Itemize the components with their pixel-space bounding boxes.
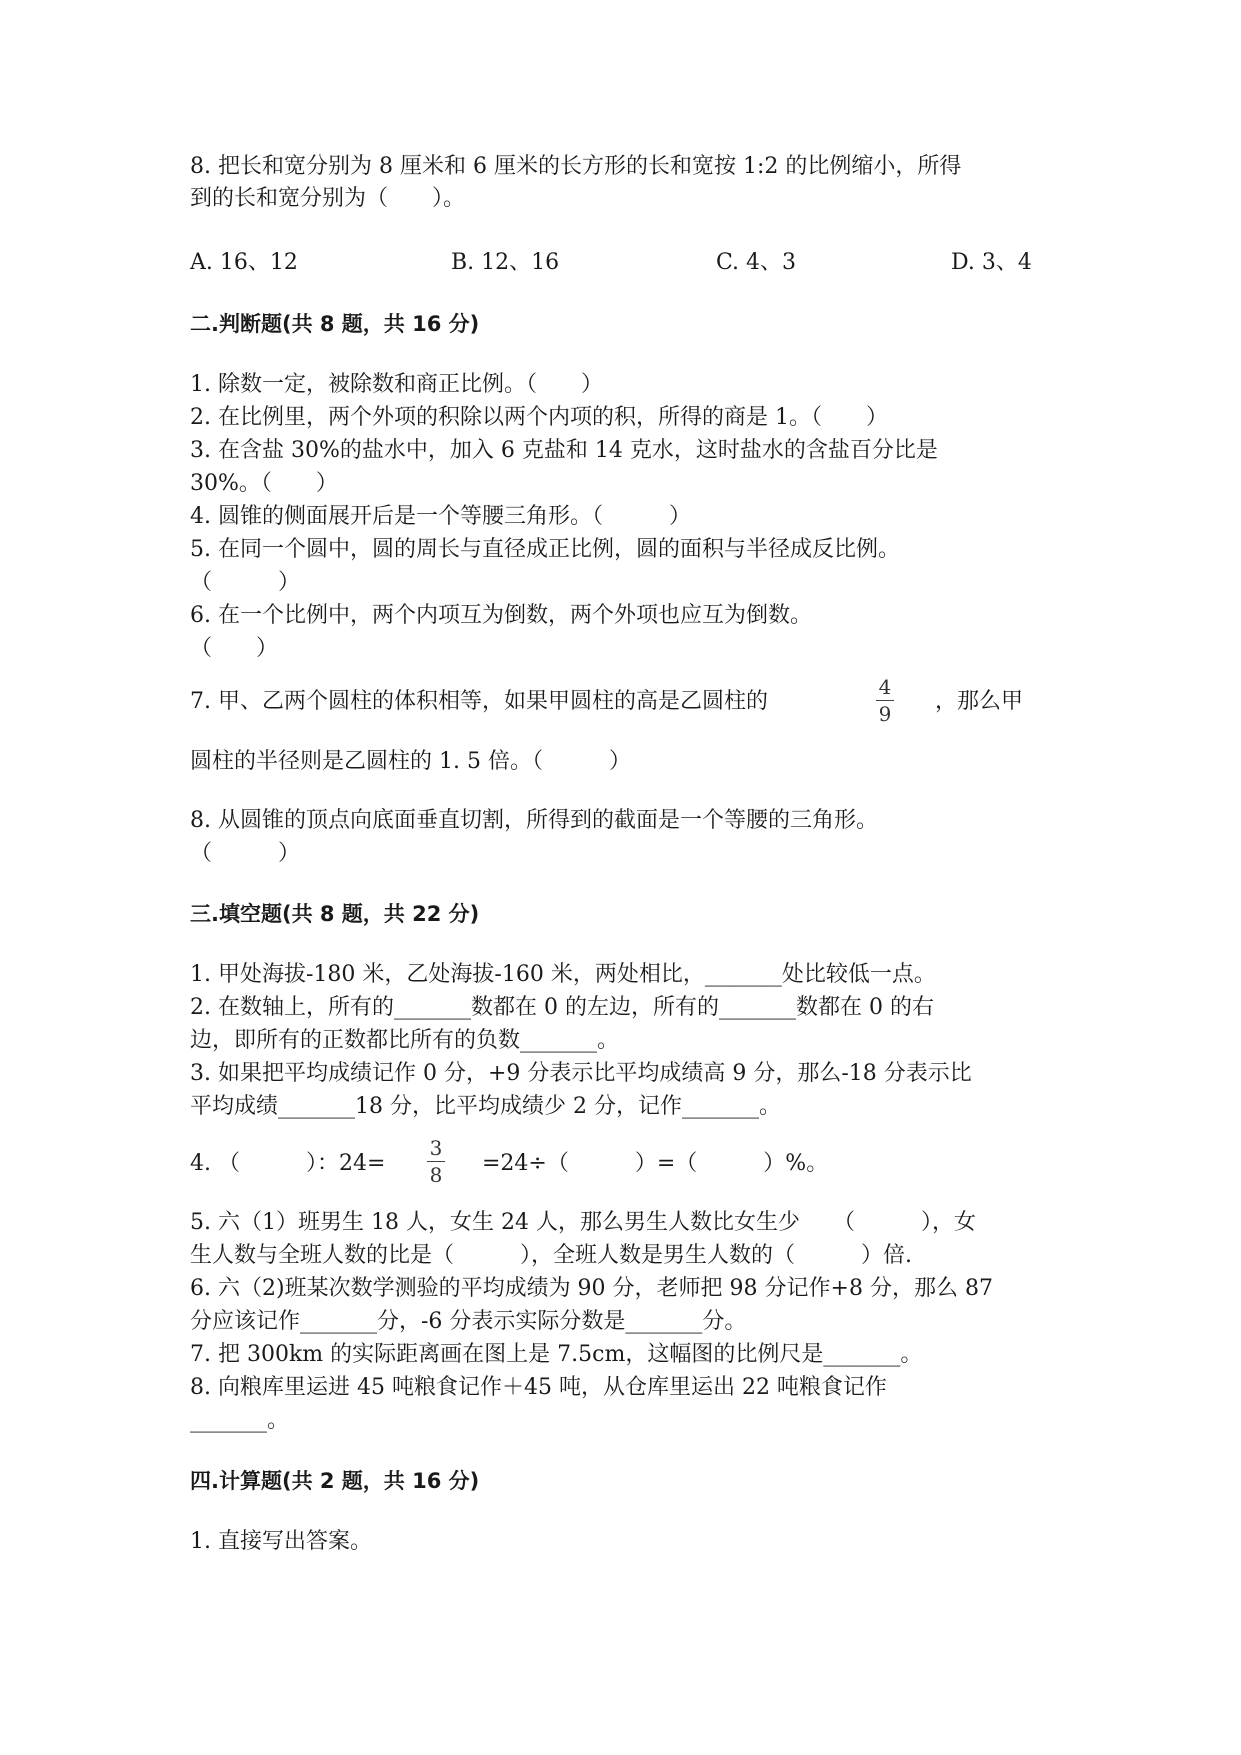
question-text: 2. 在比例里，两个外项的积除以两个内项的积，所得的商是 1。（ ） — [190, 405, 888, 430]
fraction — [427, 1137, 445, 1186]
question-text: 2. 在数轴上，所有的_______数都在 0 的左边，所有的_______数都在 0 的右 — [190, 995, 934, 1020]
question-text: _______。 — [190, 1408, 290, 1433]
fraction-denominator: 9 — [878, 702, 892, 726]
question-text: 6. 六（2)班某次数学测验的平均成绩为 90 分，老师把 98 分记作+8 分，那么 87 — [190, 1276, 993, 1301]
question-text: 1. 直接写出答案。 — [190, 1529, 372, 1554]
question-text: =24÷（ ）=（ ）%。 — [482, 1151, 829, 1176]
question-text: （ ） — [190, 636, 279, 661]
question-text: 8. 把长和宽分别为 8 厘米和 6 厘米的长方形的长和宽按 1:2 的比例缩小，所得 — [190, 154, 962, 179]
question-text: 30%。（ ） — [190, 471, 338, 496]
question-text: 圆柱的半径则是乙圆柱的 1. 5 倍。（ ） — [190, 749, 631, 774]
section-heading: 三.填空题(共 8 题，共 22 分) — [190, 902, 480, 926]
section-heading: 二.判断题(共 8 题，共 16 分) — [190, 312, 480, 336]
question-text: 4. （ ）：24= — [190, 1151, 386, 1176]
question-text: 5. 在同一个圆中，圆的周长与直径成正比例，圆的面积与半径成反比例。 — [190, 537, 900, 562]
option-a: A. 16、12 — [190, 250, 298, 275]
fraction-bar — [427, 1161, 445, 1162]
question-text: 到的长和宽分别为（ ）。 — [190, 186, 466, 211]
question-text: 平均成绩_______18 分，比平均成绩少 2 分，记作_______。 — [190, 1094, 781, 1119]
fraction-bar — [876, 700, 894, 701]
question-text: 4. 圆锥的侧面展开后是一个等腰三角形。（ ） — [190, 504, 691, 529]
fraction — [876, 676, 894, 725]
question-text: 分应该记作_______分，-6 分表示实际分数是_______分。 — [190, 1309, 747, 1334]
question-text: 8. 从圆锥的顶点向底面垂直切割，所得到的截面是一个等腰的三角形。 — [190, 808, 878, 833]
question-text: 1. 除数一定，被除数和商正比例。（ ） — [190, 372, 603, 397]
question-text: 7. 把 300km 的实际距离画在图上是 7.5cm，这幅图的比例尺是_______。 — [190, 1342, 923, 1367]
section-heading: 四.计算题(共 2 题，共 16 分) — [190, 1469, 480, 1493]
option-b: B. 12、16 — [451, 250, 560, 275]
fraction-denominator: 8 — [429, 1163, 443, 1187]
question-text: （ ） — [190, 841, 301, 866]
question-text: 5. 六（1）班男生 18 人，女生 24 人，那么男生人数比女生少 （ ），女 — [190, 1210, 976, 1235]
option-d: D. 3、4 — [951, 250, 1032, 275]
option-c: C. 4、3 — [716, 250, 797, 275]
question-text: 7. 甲、乙两个圆柱的体积相等，如果甲圆柱的高是乙圆柱的 — [190, 689, 768, 714]
question-text: ，那么甲 — [935, 689, 1024, 714]
fraction-numerator: 4 — [878, 675, 892, 699]
question-text: 1. 甲处海拔-180 米，乙处海拔-160 米，两处相比，_______处比较低一点。 — [190, 962, 936, 987]
question-text: 生人数与全班人数的比是（ ），全班人数是男生人数的（ ）倍. — [190, 1243, 912, 1268]
question-text: 3. 在含盐 30%的盐水中，加入 6 克盐和 14 克水，这时盐水的含盐百分比是 — [190, 438, 938, 463]
question-text: 3. 如果把平均成绩记作 0 分，+9 分表示比平均成绩高 9 分，那么-18 分表示比 — [190, 1061, 972, 1086]
question-text: （ ） — [190, 570, 301, 595]
fraction-numerator: 3 — [429, 1136, 443, 1160]
question-text: 8. 向粮库里运进 45 吨粮食记作＋45 吨，从仓库里运出 22 吨粮食记作 — [190, 1375, 887, 1400]
question-text: 边，即所有的正数都比所有的负数_______。 — [190, 1028, 620, 1053]
question-text: 6. 在一个比例中，两个内项互为倒数，两个外项也应互为倒数。 — [190, 603, 812, 628]
